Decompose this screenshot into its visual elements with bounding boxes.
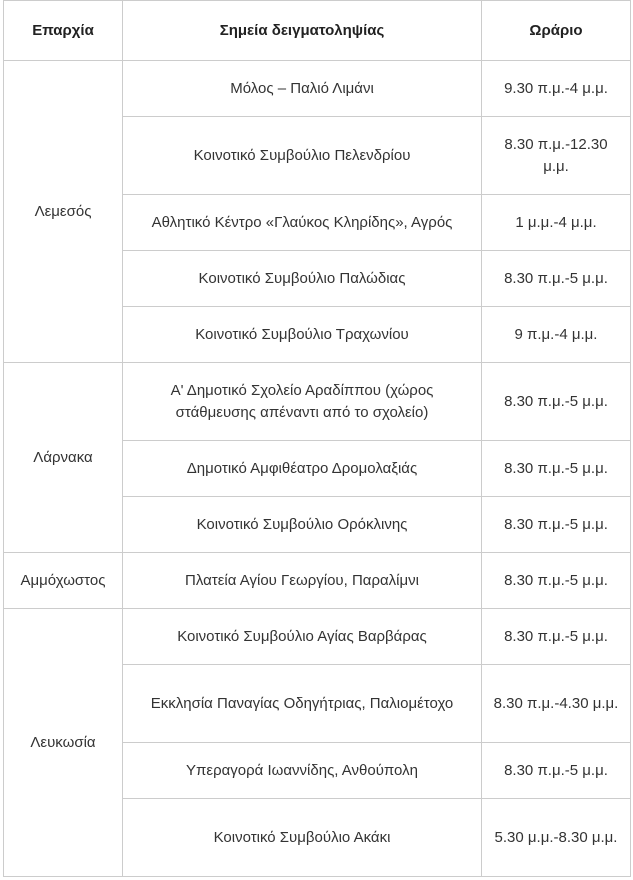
schedule-cell: 9.30 π.μ.-4 μ.μ. bbox=[482, 61, 631, 117]
schedule-cell: 8.30 π.μ.-5 μ.μ. bbox=[482, 251, 631, 307]
table-row bbox=[4, 61, 631, 117]
schedule-cell: 5.30 μ.μ.-8.30 μ.μ. bbox=[482, 799, 631, 877]
schedule-cell: 8.30 π.μ.-4.30 μ.μ. bbox=[482, 665, 631, 743]
header-sampling-points: Σημεία δειγματοληψίας bbox=[123, 1, 482, 61]
sampling-point-cell: Α' Δημοτικό Σχολείο Αραδίππου (χώρος στάθμευσης απέναντι από το σχολείο) bbox=[123, 363, 482, 441]
sampling-point-cell: Πλατεία Αγίου Γεωργίου, Παραλίμνι bbox=[123, 553, 482, 609]
schedule-cell: 1 μ.μ.-4 μ.μ. bbox=[482, 195, 631, 251]
sampling-schedule-table bbox=[3, 0, 631, 877]
header-schedule: Ωράριο bbox=[482, 1, 631, 61]
schedule-cell: 9 π.μ.-4 μ.μ. bbox=[482, 307, 631, 363]
sampling-point-cell: Εκκλησία Παναγίας Οδηγήτριας, Παλιομέτοχο bbox=[123, 665, 482, 743]
sampling-point-cell: Μόλος – Παλιό Λιμάνι bbox=[123, 61, 482, 117]
schedule-cell: 8.30 π.μ.-5 μ.μ. bbox=[482, 363, 631, 441]
province-cell: Αμμόχωστος bbox=[4, 553, 123, 609]
schedule-cell: 8.30 π.μ.-5 μ.μ. bbox=[482, 441, 631, 497]
sampling-point-cell: Κοινοτικό Συμβούλιο Παλώδιας bbox=[123, 251, 482, 307]
province-cell: Λεμεσός bbox=[4, 61, 123, 363]
schedule-cell: 8.30 π.μ.-5 μ.μ. bbox=[482, 553, 631, 609]
schedule-cell: 8.30 π.μ.-12.30 μ.μ. bbox=[482, 117, 631, 195]
table-row bbox=[4, 363, 631, 441]
table-row bbox=[4, 609, 631, 665]
sampling-point-cell: Κοινοτικό Συμβούλιο Ακάκι bbox=[123, 799, 482, 877]
province-cell: Λάρνακα bbox=[4, 363, 123, 553]
schedule-cell: 8.30 π.μ.-5 μ.μ. bbox=[482, 609, 631, 665]
sampling-point-cell: Κοινοτικό Συμβούλιο Αγίας Βαρβάρας bbox=[123, 609, 482, 665]
sampling-point-cell: Κοινοτικό Συμβούλιο Τραχωνίου bbox=[123, 307, 482, 363]
table-row bbox=[4, 553, 631, 609]
header-row bbox=[4, 1, 631, 61]
sampling-point-cell: Κοινοτικό Συμβούλιο Πελενδρίου bbox=[123, 117, 482, 195]
schedule-cell: 8.30 π.μ.-5 μ.μ. bbox=[482, 497, 631, 553]
header-province: Επαρχία bbox=[4, 1, 123, 61]
sampling-point-cell: Δημοτικό Αμφιθέατρο Δρομολαξιάς bbox=[123, 441, 482, 497]
sampling-point-cell: Αθλητικό Κέντρο «Γλαύκος Κληρίδης», Αγρός bbox=[123, 195, 482, 251]
sampling-point-cell: Υπεραγορά Ιωαννίδης, Ανθούπολη bbox=[123, 743, 482, 799]
schedule-cell: 8.30 π.μ.-5 μ.μ. bbox=[482, 743, 631, 799]
province-cell: Λευκωσία bbox=[4, 609, 123, 877]
sampling-point-cell: Κοινοτικό Συμβούλιο Ορόκλινης bbox=[123, 497, 482, 553]
